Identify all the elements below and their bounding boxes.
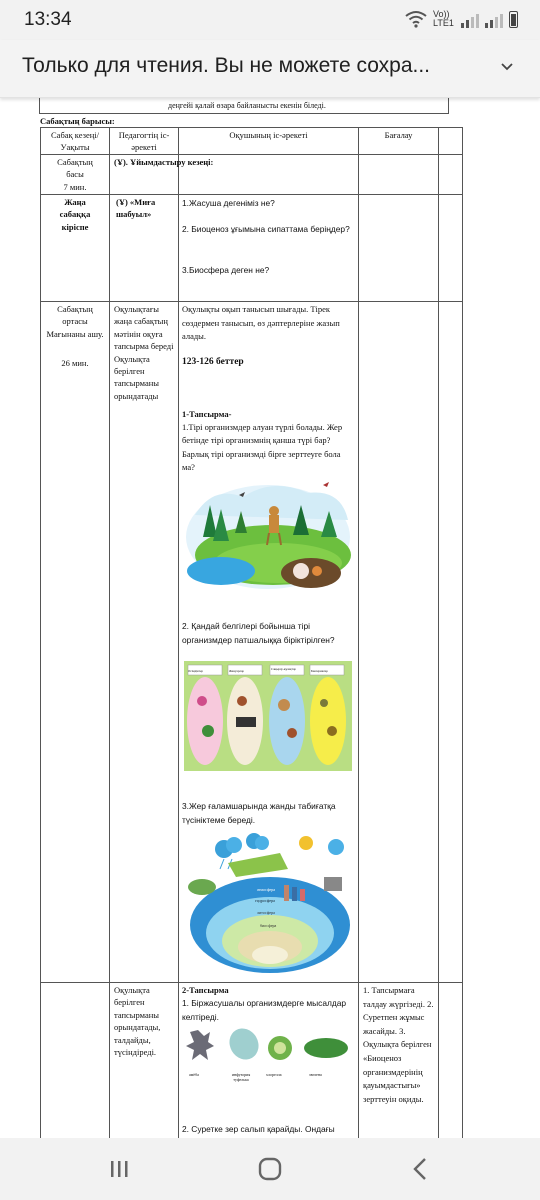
row3-time: 26 мин. bbox=[61, 358, 89, 368]
row4-task-title: 2-Тапсырма bbox=[182, 985, 229, 995]
network-label: Vo)) LTE1 bbox=[433, 9, 454, 28]
row2-question-3: 3.Биосфера деген не? bbox=[182, 265, 270, 275]
kingdom-label-fungi: Саңырау-құлақтар bbox=[271, 667, 297, 671]
signal-1-icon bbox=[461, 12, 479, 28]
sphere-label-atmosphere: атмосфера bbox=[257, 887, 276, 892]
row3-stage: Сабақтың ортасы Мағынаны ашу. bbox=[46, 304, 104, 339]
header-student: Оқушының іс-әрекеті bbox=[229, 130, 308, 140]
home-icon[interactable] bbox=[255, 1156, 285, 1182]
organism-label-amoeba: амёба bbox=[189, 1072, 199, 1077]
spheres-image bbox=[184, 833, 352, 973]
back-icon[interactable] bbox=[406, 1156, 436, 1182]
chevron-down-icon[interactable] bbox=[500, 60, 514, 74]
read-only-banner[interactable] bbox=[0, 40, 540, 98]
kingdom-label-animals: Жануарлар bbox=[229, 669, 245, 673]
kingdom-label-bacteria: Бактериялар bbox=[311, 669, 328, 673]
organism-label-infusoria: инфузория туфелька bbox=[231, 1072, 251, 1082]
header-assessment: Бағалау bbox=[384, 130, 413, 140]
organisms-image bbox=[184, 1026, 352, 1068]
row2-question-2: 2. Биоценоз ұғымына сипаттама беріңдер? bbox=[182, 224, 350, 234]
row2-question-1: 1.Жасуша дегеніміз не? bbox=[182, 198, 275, 208]
row4-assessment: 1. Тапсырмаға талдау жүргізеді. 2. Суретпен жұмыс жасайды. 3. Оқулықта берілген «Биоценоз организмдерінің қауымдастығы» зерттеуін оқиды. bbox=[363, 985, 434, 1104]
signal-2-icon bbox=[485, 12, 503, 28]
document-page bbox=[0, 98, 540, 1138]
sphere-label-biosphere: биосфера bbox=[260, 923, 277, 928]
kingdom-label-plants: Өсімдіктер bbox=[188, 669, 204, 673]
sphere-label-lithosphere: литосфера bbox=[257, 910, 275, 915]
row3-pages: 123-126 беттер bbox=[182, 357, 244, 367]
header-stage: Сабақ кезеңі/Уақыты bbox=[51, 130, 99, 153]
row3-student-intro: Оқулықты оқып танысып шығады. Тірек сөздермен танысып, өз дәптерлеріне жазып алады. bbox=[182, 304, 340, 342]
organism-label-euglena: эвглена bbox=[309, 1072, 322, 1077]
row3-teacher: Оқулықтағы жаңа сабақтың мәтінін оқуға тапсырма береді Оқулықта берілген тапсырманы орындатады bbox=[114, 304, 174, 401]
status-icons bbox=[405, 10, 518, 28]
row3-task-q3: 3.Жер ғаламшарында жанды табиғатқа түсініктеме береді. bbox=[182, 801, 336, 825]
row2-stage: Жаңа сабаққа кіріспе bbox=[59, 197, 91, 232]
wifi-icon bbox=[405, 10, 427, 28]
header-teacher: Педагогтің іс-әрекеті bbox=[118, 130, 170, 153]
sphere-label-hydrosphere: гидросфера bbox=[255, 898, 275, 903]
banner-text: Только для чтения. Вы не можете сохра... bbox=[22, 54, 431, 77]
navigation-bar bbox=[0, 1138, 540, 1200]
row3-task-q2: 2. Қандай белгілері бойынша тірі организмдер патшалыққа біріктірілген? bbox=[182, 621, 335, 645]
battery-icon bbox=[509, 11, 518, 28]
row3-task-title: 1-Тапсырма- bbox=[182, 409, 232, 419]
organism-label-chlorella: хлорелла bbox=[266, 1072, 282, 1077]
recents-icon[interactable] bbox=[104, 1156, 134, 1182]
row1-time: 7 мин. bbox=[63, 182, 87, 192]
row4-teacher: Оқулықта берілген тапсырманы орындатады, талдайды, түсіндіреді. bbox=[114, 985, 161, 1058]
row2-teacher: (Ұ) «Миға шабуыл» bbox=[116, 197, 156, 220]
row1-title: (Ұ). Ұйымдастыру кезеңі: bbox=[114, 157, 214, 167]
row4-task-q2: 2. Суретке зер салып қарайды. Ондағы bbox=[182, 1124, 335, 1134]
status-time: 13:34 bbox=[24, 9, 72, 30]
row4-task-q1: 1. Біржасушалы организмдерге мысалдар келтіреді. bbox=[182, 998, 347, 1022]
row1-stage: Сабақтың басы bbox=[57, 157, 93, 180]
row3-task-q1: 1.Тірі организмдер алуан түрлі болады. Жер бетінде тірі организмнің қанша түрі бар? Барлық тірі организмді бірге зерттеуге бола ма? bbox=[182, 422, 343, 473]
nature-scene-image bbox=[183, 475, 353, 595]
top-cut-text: деңгейі қалай өзара байланысты екенін біледі. bbox=[168, 101, 326, 110]
status-bar bbox=[0, 0, 540, 40]
section-title: Сабақтың барысы: bbox=[40, 116, 115, 126]
kingdoms-image bbox=[184, 661, 352, 771]
